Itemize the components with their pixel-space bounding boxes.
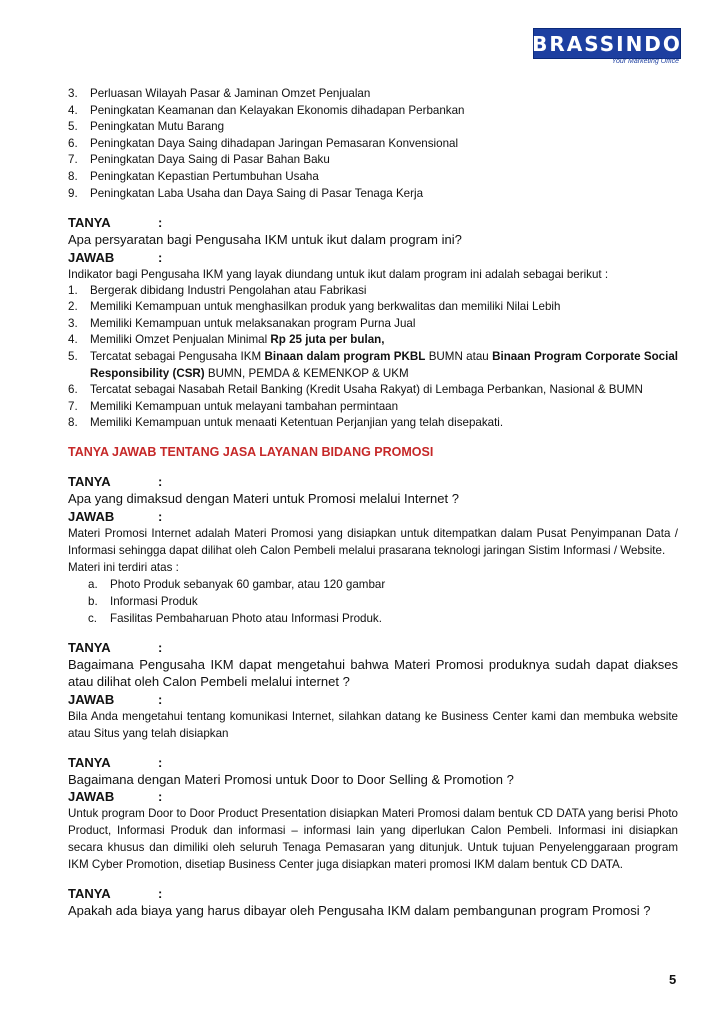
benefit-list [68, 86, 678, 202]
logo-tagline: Your Marketing Office [611, 58, 679, 65]
list-item: 1. Bergerak dibidang Industri Pengolahan atau Fabrikasi [68, 283, 367, 297]
list-item: a. Photo Produk sebanyak 60 gambar, atau 120 gambar [88, 577, 386, 591]
list-item: 5. Peningkatan Mutu Barang [68, 120, 225, 134]
question-1: Apa persyaratan bagi Pengusaha IKM untuk ikut dalam program ini? [68, 232, 462, 248]
tanya-label: TANYA : [68, 474, 163, 489]
tanya-label: TANYA : [68, 886, 163, 901]
list-item: 3. Memiliki Kemampuan untuk melaksanakan program Purna Jual [68, 316, 416, 330]
list-item: 2. Memiliki Kemampuan untuk menghasilkan produk yang berkwalitas dan memiliki Nilai Lebih [68, 300, 561, 314]
list-item: 8. Peningkatan Kepastian Pertumbuhan Usaha [68, 169, 319, 183]
list-item: c. Fasilitas Pembaharuan Photo atau Informasi Produk. [88, 611, 382, 625]
list-item: 4. Memiliki Omzet Penjualan Minimal Rp 25 juta per bulan, [68, 333, 385, 347]
list-item: 6. Peningkatan Daya Saing dihadapan Jaringan Pemasaran Konvensional [68, 136, 459, 150]
question-3: Bagaimana Pengusaha IKM dapat mengetahui bahwa Materi Promosi produknya sudah dapat diakses atau dilihat oleh Calon Pembeli melalui internet ? [68, 656, 678, 689]
tanya-label: TANYA : [68, 215, 163, 231]
page-number: 5 [669, 972, 677, 987]
list-item: 3. Perluasan Wilayah Pasar & Jaminan Omzet Penjualan [68, 87, 371, 100]
jawab-label: JAWAB : [68, 249, 163, 265]
logo-box [533, 28, 681, 59]
jawab-label: JAWAB : [68, 508, 163, 524]
list-item: 7. Memiliki Kemampuan untuk melayani tambahan permintaan [68, 399, 399, 413]
list-item: 8. Memiliki Kemampuan untuk menaati Ketentuan Perjanjian yang telah disepakati. [68, 416, 504, 430]
answer-2: Materi Promosi Internet adalah Materi Promosi yang disiapkan untuk ditempatkan dalam Pusat Penyimpanan Data / Informasi sehingga dapat dilihat oleh Calon Pembeli melalui prasarana teknologi jaringan Sistim Informasi / Website. [68, 526, 678, 557]
tanya-label: TANYA : [68, 754, 163, 770]
section-title: TANYA JAWAB TENTANG JASA LAYANAN BIDANG PROMOSI [68, 445, 434, 459]
answer-3: Bila Anda mengetahui tentang komunikasi Internet, silahkan datang ke Business Center kami dan membuka website atau Situs yang telah disiapkan [68, 709, 678, 740]
logo-text: BRASSINDO [532, 31, 682, 56]
answer-4: Untuk program Door to Door Product Presentation disiapkan Materi Promosi dalam bentuk CD DATA yang berisi Photo Product, Informasi Produk dan informasi – informasi lain yang diperlukan Calon Pembeli. Informasi ini disiapkan secara khusus dan dimiliki oleh seluruh Tenaga Pemasaran yang ditunjuk. Untuk tujuan Penyelenggaraan program IKM Cyber Promotion, disetiap Business Center juga disiapkan materi promosi IKM dalam bentuk CD DATA. [68, 807, 678, 871]
tanya-label: TANYA : [68, 639, 163, 655]
list-item: 6. Tercatat sebagai Nasabah Retail Banking (Kredit Usaha Rakyat) di Lembaga Perbankan, Nasional & BUMN [68, 383, 643, 397]
jawab-label: JAWAB : [68, 691, 163, 707]
brassindo-logo [533, 28, 681, 70]
question-2: Apa yang dimaksud dengan Materi untuk Promosi melalui Internet ? [68, 491, 459, 506]
page-content [68, 86, 678, 920]
list-item: 5. Tercatat sebagai Pengusaha IKM Binaan dalam program PKBL BUMN atau Binaan Program Corporate Social Responsibility (CSR) BUMN, PEMDA & KEMENKOP & UKM [68, 350, 679, 380]
jawab-label: JAWAB : [68, 789, 163, 804]
requirements-list [68, 283, 678, 432]
answer-1-intro: Indikator bagi Pengusaha IKM yang layak diundang untuk ikut dalam program ini adalah sebagai berikut : [68, 267, 609, 281]
answer-2-materials: Materi ini terdiri atas : [68, 560, 179, 574]
materials-list [68, 576, 678, 627]
list-item: b. Informasi Produk [88, 594, 198, 608]
list-item: 9. Peningkatan Laba Usaha dan Daya Saing di Pasar Tenaga Kerja [68, 186, 424, 200]
question-4: Bagaimana dengan Materi Promosi untuk Door to Door Selling & Promotion ? [68, 771, 514, 787]
question-5: Apakah ada biaya yang harus dibayar oleh Pengusaha IKM dalam pembangunan program Promosi ? [68, 903, 651, 918]
list-item: 7. Peningkatan Daya Saing di Pasar Bahan Baku [68, 153, 330, 167]
list-item: 4. Peningkatan Keamanan dan Kelayakan Ekonomis dihadapan Perbankan [68, 103, 465, 117]
